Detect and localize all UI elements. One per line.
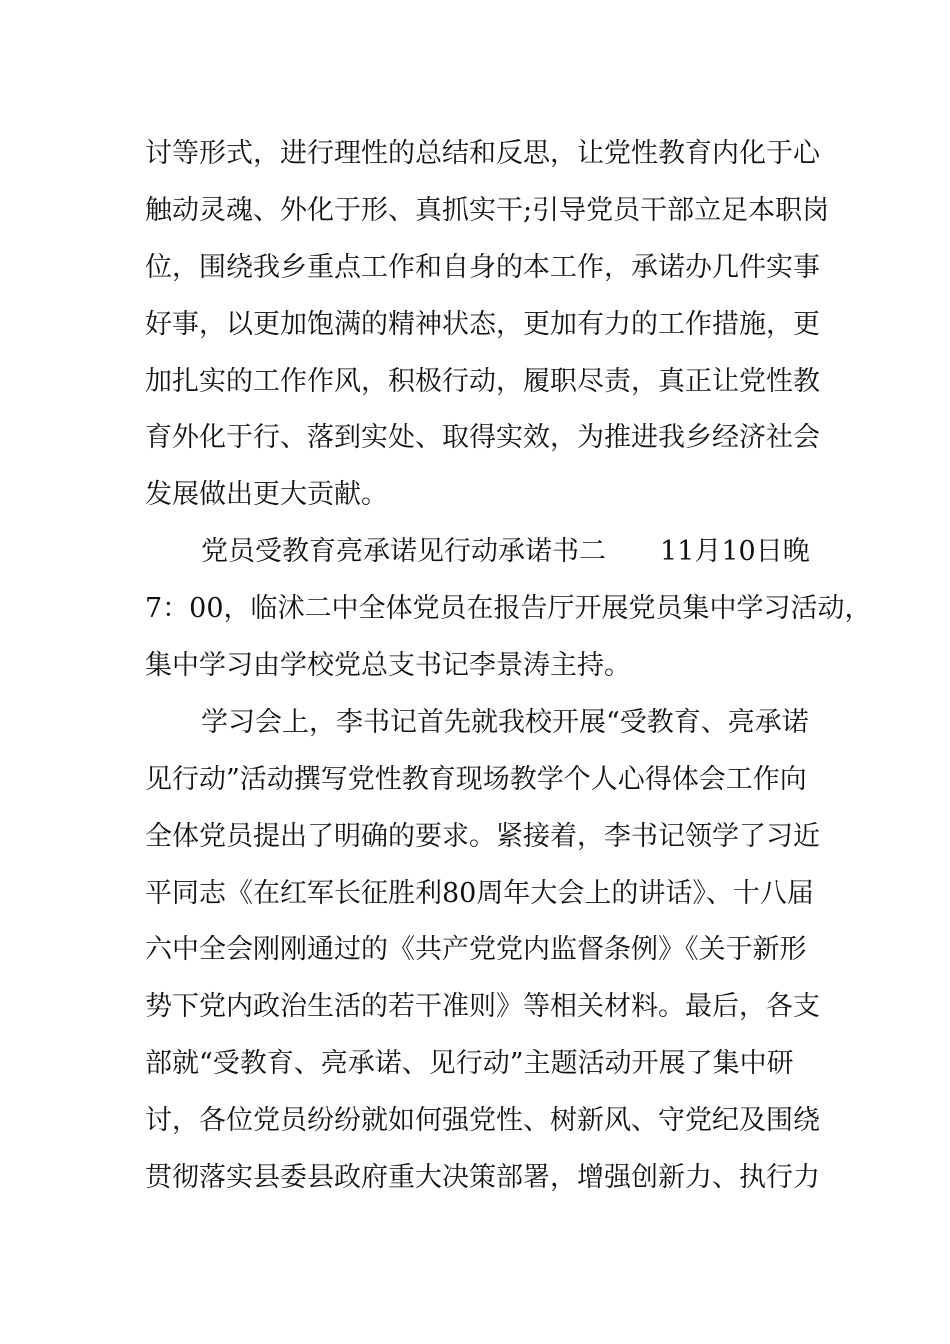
text-line: 育外化于行、落到实处、取得实效，为推进我乡经济社会	[145, 422, 820, 454]
text-line: 讨，各位党员纷纷就如何强党性、树新风、守党纪及围绕	[145, 1105, 820, 1137]
text-line: 触动灵魂、外化于形、真抓实干;引导党员干部立足本职岗	[145, 194, 830, 226]
text-line: 六中全会刚刚通过的《共产党党内监督条例》《关于新形	[145, 934, 807, 966]
text-line: 部就“受教育、亮承诺、见行动”主题活动开展了集中研	[145, 1048, 794, 1080]
paragraph-start-line: 党员受教育亮承诺见行动承诺书二 11月10日晚	[201, 536, 810, 568]
text-line: 集中学习由学校党总支书记李景涛主持。	[145, 650, 631, 682]
text-line: 好事，以更加饱满的精神状态，更加有力的工作措施，更	[145, 308, 820, 340]
text-line: 加扎实的工作作风，积极行动，履职尽责，真正让党性教	[145, 365, 820, 397]
body-text	[145, 126, 872, 1207]
text-line: 讨等形式，进行理性的总结和反思，让党性教育内化于心	[145, 138, 820, 169]
text-line: 发展做出更大贡献。	[145, 479, 388, 511]
text-line: 全体党员提出了明确的要求。紧接着，李书记领学了习近	[145, 820, 820, 852]
text-line: 平同志《在红军长征胜利80周年大会上的讲话》、十八届	[145, 877, 814, 909]
text-line: 势下党内政治生活的若干准则》等相关材料。最后，各支	[145, 991, 820, 1023]
text-line: 7：00，临沭二中全体党员在报告厅开展党员集中学习活动，	[145, 593, 872, 625]
paragraph-start-line: 学习会上，李书记首先就我校开展“受教育、亮承诺	[201, 706, 809, 738]
text-line: 贯彻落实县委县政府重大决策部署，增强创新力、执行力	[145, 1162, 820, 1194]
text-line: 见行动”活动撰写党性教育现场教学个人心得体会工作向	[145, 763, 807, 795]
text-line: 位，围绕我乡重点工作和自身的本工作，承诺办几件实事	[145, 251, 820, 283]
